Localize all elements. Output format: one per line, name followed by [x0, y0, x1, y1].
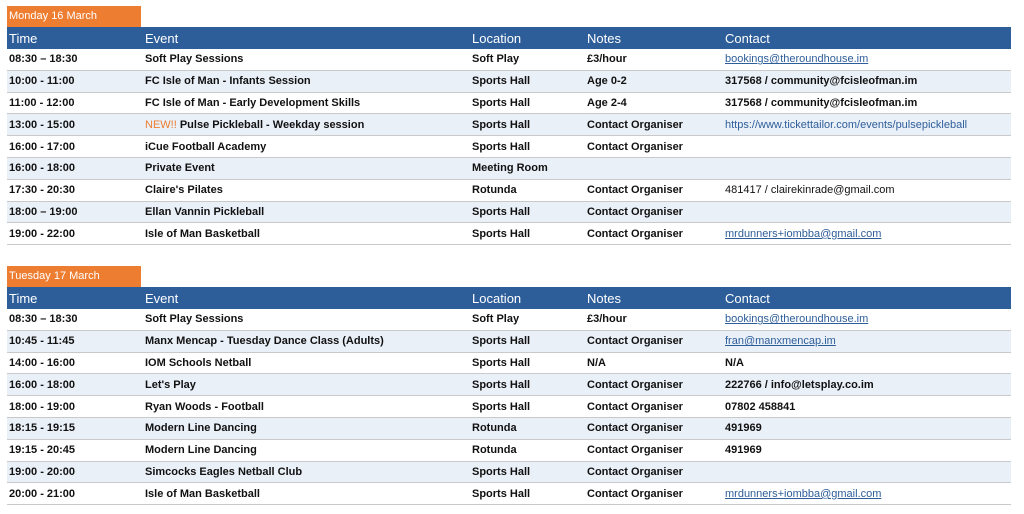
table-row [7, 70, 1011, 92]
location-cell: Rotunda [470, 179, 585, 201]
event-cell: Ellan Vannin Pickleball [143, 201, 470, 223]
table-row [7, 396, 1011, 418]
event-cell: iCue Football Academy [143, 136, 470, 158]
time-cell: 19:00 - 22:00 [7, 223, 143, 245]
day-label: Tuesday 17 March [7, 266, 141, 287]
notes-cell: Contact Organiser [585, 461, 723, 483]
table-row [7, 352, 1011, 374]
time-cell: 18:00 - 19:00 [7, 396, 143, 418]
contact-email-link[interactable]: bookings@theroundhouse.im [725, 313, 869, 326]
event-cell: Soft Play Sessions [143, 49, 470, 70]
header-contact: Contact [723, 287, 1011, 309]
contact-cell: 491969 [723, 439, 1011, 461]
contact-url-link[interactable]: https://www.tickettailor.com/events/pulsepickleball [725, 118, 968, 131]
notes-cell: Contact Organiser [585, 179, 723, 201]
notes-cell: Contact Organiser [585, 396, 723, 418]
location-cell: Sports Hall [470, 396, 585, 418]
time-cell: 08:30 – 18:30 [7, 49, 143, 70]
contact-cell [723, 201, 1011, 223]
location-cell: Sports Hall [470, 92, 585, 114]
event-cell: IOM Schools Netball [143, 352, 470, 374]
table-row [7, 461, 1011, 483]
notes-cell: N/A [585, 352, 723, 374]
contact-cell [723, 483, 1011, 505]
day-label: Monday 16 March [7, 6, 141, 27]
location-cell: Rotunda [470, 439, 585, 461]
event-cell: Modern Line Dancing [143, 417, 470, 439]
contact-cell: 07802 458841 [723, 396, 1011, 418]
contact-cell [723, 49, 1011, 70]
contact-email-link[interactable]: fran@manxmencap.im [725, 335, 836, 348]
header-notes: Notes [585, 287, 723, 309]
notes-cell: Contact Organiser [585, 439, 723, 461]
header-row [7, 27, 1011, 49]
time-cell: 13:00 - 15:00 [7, 114, 143, 136]
header-notes: Notes [585, 27, 723, 49]
event-cell [143, 114, 470, 136]
notes-cell: Contact Organiser [585, 136, 723, 158]
time-cell: 20:00 - 21:00 [7, 483, 143, 505]
notes-cell: Contact Organiser [585, 201, 723, 223]
contact-cell: 491969 [723, 417, 1011, 439]
table-row [7, 374, 1011, 396]
contact-cell [723, 461, 1011, 483]
day-section-tuesday [7, 266, 1011, 505]
table-row [7, 417, 1011, 439]
location-cell: Soft Play [470, 309, 585, 330]
schedule-table [7, 27, 1011, 245]
table-row [7, 223, 1011, 245]
contact-email-link[interactable]: bookings@theroundhouse.im [725, 53, 869, 66]
event-cell: Let's Play [143, 374, 470, 396]
event-cell: Isle of Man Basketball [143, 223, 470, 245]
event-cell: Soft Play Sessions [143, 309, 470, 330]
table-row [7, 49, 1011, 70]
notes-cell: Contact Organiser [585, 417, 723, 439]
location-cell: Sports Hall [470, 330, 585, 352]
time-cell: 19:15 - 20:45 [7, 439, 143, 461]
contact-cell: 317568 / community@fcisleofman.im [723, 92, 1011, 114]
location-cell: Sports Hall [470, 223, 585, 245]
contact-cell: 222766 / info@letsplay.co.im [723, 374, 1011, 396]
header-time: Time [7, 287, 143, 309]
location-cell: Sports Hall [470, 136, 585, 158]
location-cell: Meeting Room [470, 157, 585, 179]
location-cell: Sports Hall [470, 201, 585, 223]
time-cell: 19:00 - 20:00 [7, 461, 143, 483]
contact-email-link[interactable]: mrdunners+iombba@gmail.com [725, 227, 882, 240]
new-badge: NEW!! [145, 118, 177, 131]
contact-cell: 481417 / clairekinrade@gmail.com [723, 179, 1011, 201]
time-cell: 16:00 - 17:00 [7, 136, 143, 158]
contact-cell [723, 157, 1011, 179]
header-time: Time [7, 27, 143, 49]
header-row [7, 287, 1011, 309]
location-cell: Sports Hall [470, 70, 585, 92]
notes-cell: Age 0-2 [585, 70, 723, 92]
header-location: Location [470, 27, 585, 49]
location-cell: Sports Hall [470, 352, 585, 374]
time-cell: 17:30 - 20:30 [7, 179, 143, 201]
event-cell: Modern Line Dancing [143, 439, 470, 461]
notes-cell: Contact Organiser [585, 374, 723, 396]
table-row [7, 483, 1011, 505]
time-cell: 10:45 - 11:45 [7, 330, 143, 352]
location-cell: Sports Hall [470, 374, 585, 396]
notes-cell: Contact Organiser [585, 483, 723, 505]
location-cell: Sports Hall [470, 114, 585, 136]
table-row [7, 330, 1011, 352]
contact-cell: N/A [723, 352, 1011, 374]
schedule-table [7, 287, 1011, 505]
time-cell: 16:00 - 18:00 [7, 374, 143, 396]
time-cell: 18:00 – 19:00 [7, 201, 143, 223]
event-cell: Simcocks Eagles Netball Club [143, 461, 470, 483]
event-cell: Ryan Woods - Football [143, 396, 470, 418]
header-event: Event [143, 287, 470, 309]
header-event: Event [143, 27, 470, 49]
header-location: Location [470, 287, 585, 309]
table-row [7, 157, 1011, 179]
contact-cell [723, 330, 1011, 352]
time-cell: 16:00 - 18:00 [7, 157, 143, 179]
header-contact: Contact [723, 27, 1011, 49]
location-cell: Sports Hall [470, 461, 585, 483]
table-row [7, 201, 1011, 223]
time-cell: 11:00 - 12:00 [7, 92, 143, 114]
table-row [7, 439, 1011, 461]
table-row [7, 309, 1011, 330]
table-row [7, 92, 1011, 114]
day-section-monday [7, 6, 1011, 245]
time-cell: 08:30 – 18:30 [7, 309, 143, 330]
contact-cell: 317568 / community@fcisleofman.im [723, 70, 1011, 92]
notes-cell: Contact Organiser [585, 223, 723, 245]
notes-cell: £3/hour [585, 309, 723, 330]
location-cell: Rotunda [470, 417, 585, 439]
notes-cell: Contact Organiser [585, 114, 723, 136]
table-row [7, 179, 1011, 201]
event-cell: Manx Mencap - Tuesday Dance Class (Adults) [143, 330, 470, 352]
contact-cell [723, 114, 1011, 136]
notes-cell: Age 2-4 [585, 92, 723, 114]
event-name: Pulse Pickleball - Weekday session [179, 118, 365, 131]
event-cell: Private Event [143, 157, 470, 179]
time-cell: 18:15 - 19:15 [7, 417, 143, 439]
contact-email-link[interactable]: mrdunners+iombba@gmail.com [725, 487, 882, 500]
location-cell: Sports Hall [470, 483, 585, 505]
contact-cell [723, 223, 1011, 245]
notes-cell [585, 157, 723, 179]
time-cell: 14:00 - 16:00 [7, 352, 143, 374]
notes-cell: £3/hour [585, 49, 723, 70]
time-cell: 10:00 - 11:00 [7, 70, 143, 92]
table-row [7, 136, 1011, 158]
event-cell: FC Isle of Man - Early Development Skills [143, 92, 470, 114]
table-row [7, 114, 1011, 136]
event-cell: FC Isle of Man - Infants Session [143, 70, 470, 92]
notes-cell: Contact Organiser [585, 330, 723, 352]
location-cell: Soft Play [470, 49, 585, 70]
event-cell: Claire's Pilates [143, 179, 470, 201]
event-cell: Isle of Man Basketball [143, 483, 470, 505]
contact-cell [723, 309, 1011, 330]
contact-cell [723, 136, 1011, 158]
